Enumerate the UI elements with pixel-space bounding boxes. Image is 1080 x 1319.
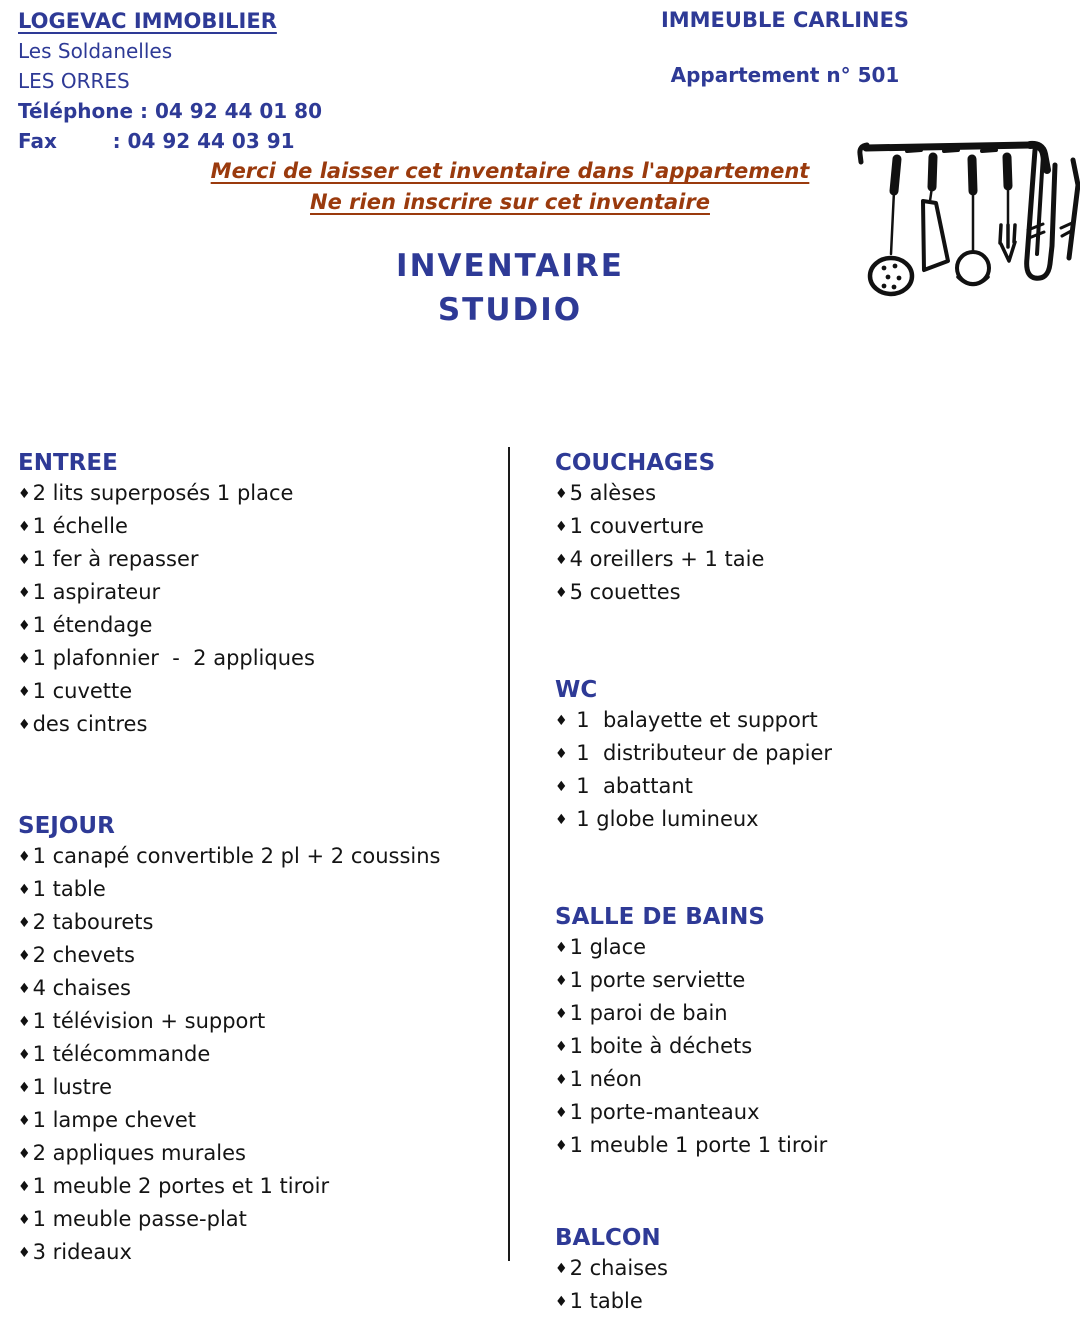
diamond-bullet-icon: ♦ bbox=[555, 1294, 568, 1310]
item-text: 1 néon bbox=[569, 1067, 642, 1091]
column-divider bbox=[508, 447, 510, 1261]
section-balcon bbox=[555, 1223, 1070, 1319]
fax-line: Fax : 04 92 44 03 91 bbox=[18, 129, 295, 153]
address-line: LES ORRES bbox=[18, 69, 130, 93]
section-couchages bbox=[555, 448, 1070, 610]
item-text: 1 meuble passe-plat bbox=[32, 1207, 247, 1231]
list-item bbox=[18, 841, 500, 874]
diamond-bullet-icon: ♦ bbox=[555, 779, 568, 795]
list-item bbox=[555, 1253, 1070, 1286]
diamond-bullet-icon: ♦ bbox=[555, 1261, 568, 1277]
diamond-bullet-icon: ♦ bbox=[555, 1105, 568, 1121]
diamond-bullet-icon: ♦ bbox=[18, 585, 31, 601]
building-header bbox=[630, 8, 940, 87]
diamond-bullet-icon: ♦ bbox=[18, 1245, 31, 1261]
diamond-bullet-icon: ♦ bbox=[555, 1006, 568, 1022]
left-column bbox=[18, 448, 500, 1270]
item-text: 1 abattant bbox=[569, 774, 693, 798]
diamond-bullet-icon: ♦ bbox=[555, 1039, 568, 1055]
diamond-bullet-icon: ♦ bbox=[18, 519, 31, 535]
section-entree bbox=[18, 448, 500, 742]
item-text: 2 appliques murales bbox=[32, 1141, 246, 1165]
item-text: 1 couverture bbox=[569, 514, 704, 538]
diamond-bullet-icon: ♦ bbox=[18, 552, 31, 568]
list-item bbox=[18, 478, 500, 511]
notice-line: Ne rien inscrire sur cet inventaire bbox=[310, 190, 710, 214]
diamond-bullet-icon: ♦ bbox=[18, 915, 31, 931]
item-text: 1 boite à déchets bbox=[569, 1034, 753, 1058]
item-text: 2 chevets bbox=[32, 943, 135, 967]
list-item bbox=[18, 1138, 500, 1171]
item-text: 1 canapé convertible 2 pl + 2 coussins bbox=[32, 844, 441, 868]
address-line: Les Soldanelles bbox=[18, 39, 173, 63]
item-text: 1 paroi de bain bbox=[569, 1001, 728, 1025]
list-item bbox=[18, 610, 500, 643]
item-text: 1 balayette et support bbox=[569, 708, 818, 732]
item-text: 1 plafonnier - 2 appliques bbox=[32, 646, 315, 670]
item-text: 1 télécommande bbox=[32, 1042, 211, 1066]
diamond-bullet-icon: ♦ bbox=[18, 1146, 31, 1162]
item-text: 1 table bbox=[32, 877, 106, 901]
list-item bbox=[555, 1130, 1070, 1163]
section-heading: BALCON bbox=[555, 1225, 661, 1251]
diamond-bullet-icon: ♦ bbox=[555, 519, 568, 535]
list-item bbox=[18, 511, 500, 544]
apartment-number: Appartement n° 501 bbox=[670, 63, 900, 87]
list-item bbox=[555, 998, 1070, 1031]
list-item bbox=[555, 478, 1070, 511]
list-item bbox=[18, 1204, 500, 1237]
list-item bbox=[555, 1031, 1070, 1064]
section-heading: COUCHAGES bbox=[555, 450, 716, 476]
diamond-bullet-icon: ♦ bbox=[18, 1080, 31, 1096]
diamond-bullet-icon: ♦ bbox=[18, 981, 31, 997]
page-title bbox=[0, 244, 1020, 332]
item-text: 2 chaises bbox=[569, 1256, 668, 1280]
item-text: 1 meuble 1 porte 1 tiroir bbox=[569, 1133, 828, 1157]
item-text: 1 distributeur de papier bbox=[569, 741, 833, 765]
title-line: STUDIO bbox=[437, 292, 583, 328]
item-text: 1 lampe chevet bbox=[32, 1108, 197, 1132]
diamond-bullet-icon: ♦ bbox=[555, 746, 568, 762]
right-column bbox=[555, 448, 1070, 1319]
item-text: 2 lits superposés 1 place bbox=[32, 481, 294, 505]
diamond-bullet-icon: ♦ bbox=[18, 1047, 31, 1063]
diamond-bullet-icon: ♦ bbox=[18, 618, 31, 634]
item-text: 1 glace bbox=[569, 935, 647, 959]
item-text: 1 cuvette bbox=[32, 679, 133, 703]
list-item bbox=[18, 1072, 500, 1105]
diamond-bullet-icon: ♦ bbox=[18, 717, 31, 733]
item-text: 1 aspirateur bbox=[32, 580, 161, 604]
list-item bbox=[18, 1171, 500, 1204]
diamond-bullet-icon: ♦ bbox=[18, 684, 31, 700]
list-item bbox=[18, 1039, 500, 1072]
item-text: 1 table bbox=[569, 1289, 643, 1313]
agency-header bbox=[18, 6, 322, 156]
item-text: 1 télévision + support bbox=[32, 1009, 266, 1033]
diamond-bullet-icon: ♦ bbox=[18, 486, 31, 502]
item-text: 4 oreillers + 1 taie bbox=[569, 547, 765, 571]
section-heading: SEJOUR bbox=[18, 813, 115, 839]
company-name: LOGEVAC IMMOBILIER bbox=[18, 9, 277, 33]
notice-block bbox=[0, 156, 1020, 218]
list-item bbox=[18, 1105, 500, 1138]
item-text: 1 meuble 2 portes et 1 tiroir bbox=[32, 1174, 330, 1198]
diamond-bullet-icon: ♦ bbox=[18, 882, 31, 898]
list-item bbox=[18, 907, 500, 940]
item-text: 1 lustre bbox=[32, 1075, 113, 1099]
item-text: 1 porte-manteaux bbox=[569, 1100, 760, 1124]
diamond-bullet-icon: ♦ bbox=[18, 651, 31, 667]
list-item bbox=[18, 577, 500, 610]
item-text: 1 fer à repasser bbox=[32, 547, 199, 571]
phone-line: Téléphone : 04 92 44 01 80 bbox=[18, 99, 323, 123]
diamond-bullet-icon: ♦ bbox=[18, 1014, 31, 1030]
notice-line: Merci de laisser cet inventaire dans l'appartement bbox=[210, 159, 810, 183]
list-item bbox=[18, 709, 500, 742]
list-item bbox=[555, 511, 1070, 544]
list-item bbox=[18, 676, 500, 709]
item-text: 5 alèses bbox=[569, 481, 657, 505]
section-sejour bbox=[18, 811, 500, 1270]
section-salle-de-bains bbox=[555, 902, 1070, 1163]
list-item bbox=[555, 544, 1070, 577]
list-item bbox=[18, 544, 500, 577]
item-text: 5 couettes bbox=[569, 580, 681, 604]
item-text: 1 étendage bbox=[32, 613, 153, 637]
list-item bbox=[18, 643, 500, 676]
diamond-bullet-icon: ♦ bbox=[555, 552, 568, 568]
list-item bbox=[555, 1064, 1070, 1097]
list-item bbox=[555, 1097, 1070, 1130]
diamond-bullet-icon: ♦ bbox=[555, 486, 568, 502]
list-item bbox=[555, 577, 1070, 610]
item-text: des cintres bbox=[32, 712, 148, 736]
diamond-bullet-icon: ♦ bbox=[555, 812, 568, 828]
diamond-bullet-icon: ♦ bbox=[18, 948, 31, 964]
list-item bbox=[18, 874, 500, 907]
diamond-bullet-icon: ♦ bbox=[18, 1212, 31, 1228]
item-text: 2 tabourets bbox=[32, 910, 154, 934]
section-heading: ENTREE bbox=[18, 450, 118, 476]
section-wc bbox=[555, 675, 1070, 837]
item-text: 3 rideaux bbox=[32, 1240, 132, 1264]
building-name: IMMEUBLE CARLINES bbox=[660, 8, 910, 32]
list-item bbox=[555, 1286, 1070, 1319]
diamond-bullet-icon: ♦ bbox=[18, 849, 31, 865]
item-text: 1 globe lumineux bbox=[569, 807, 759, 831]
section-heading: WC bbox=[555, 677, 598, 703]
diamond-bullet-icon: ♦ bbox=[555, 1072, 568, 1088]
list-item bbox=[555, 738, 1070, 771]
item-text: 1 porte serviette bbox=[569, 968, 746, 992]
diamond-bullet-icon: ♦ bbox=[555, 940, 568, 956]
diamond-bullet-icon: ♦ bbox=[18, 1179, 31, 1195]
list-item bbox=[555, 965, 1070, 998]
diamond-bullet-icon: ♦ bbox=[555, 713, 568, 729]
list-item bbox=[18, 1237, 500, 1270]
diamond-bullet-icon: ♦ bbox=[555, 973, 568, 989]
list-item bbox=[555, 705, 1070, 738]
list-item bbox=[18, 1006, 500, 1039]
list-item bbox=[555, 804, 1070, 837]
item-text: 4 chaises bbox=[32, 976, 131, 1000]
list-item bbox=[18, 940, 500, 973]
diamond-bullet-icon: ♦ bbox=[18, 1113, 31, 1129]
list-item bbox=[18, 973, 500, 1006]
section-heading: SALLE DE BAINS bbox=[555, 904, 765, 930]
title-line: INVENTAIRE bbox=[396, 248, 624, 284]
item-text: 1 échelle bbox=[32, 514, 128, 538]
diamond-bullet-icon: ♦ bbox=[555, 585, 568, 601]
diamond-bullet-icon: ♦ bbox=[555, 1138, 568, 1154]
list-item bbox=[555, 932, 1070, 965]
list-item bbox=[555, 771, 1070, 804]
